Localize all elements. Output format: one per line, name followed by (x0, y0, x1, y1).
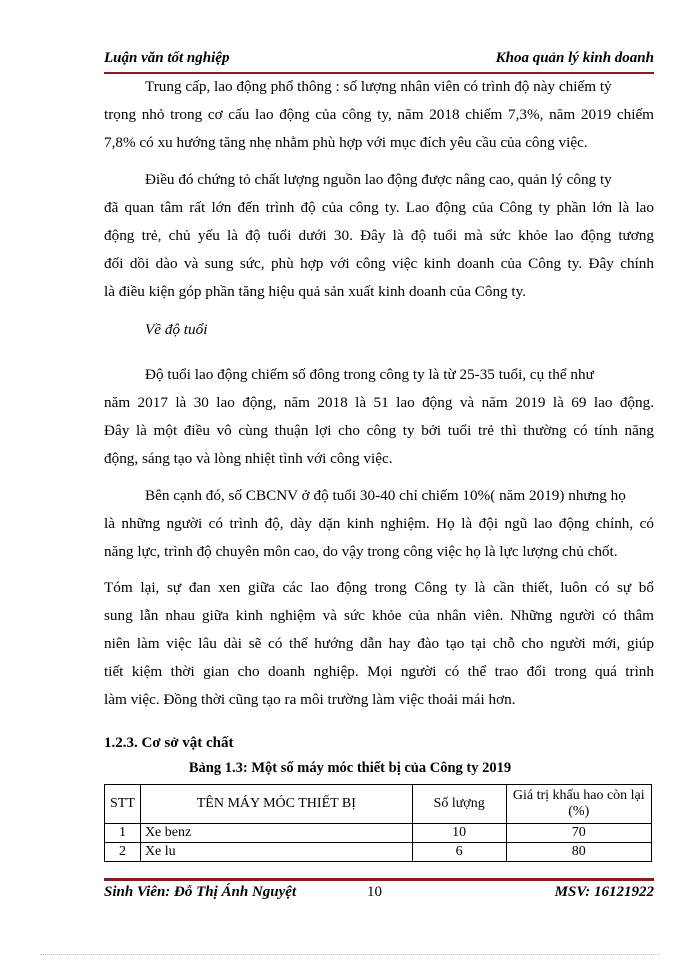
paragraph-labor-quality (104, 166, 654, 306)
text-line: năm 2017 là 30 lao động, năm 2018 là 51 lao động và năm 2019 là 69 lao động. (104, 394, 654, 411)
paragraph-age-distribution (104, 361, 654, 473)
table-row (105, 843, 652, 862)
table-header-row (105, 785, 652, 824)
header-quantity: Số lượng (412, 785, 506, 824)
age-subheading: Về độ tuổi (145, 321, 208, 338)
cell-residual-value: 80 (506, 843, 651, 862)
page-header (104, 50, 654, 70)
paragraph-cbcnv (104, 482, 654, 566)
text-line: làm việc. Đồng thời cũng tạo ra môi trường làm việc thoải mái hơn. (104, 691, 516, 708)
text-line: động trẻ, chủ yếu là độ tuổi dưới 30. Đây là độ tuổi mà sức khỏe lao động tương (104, 227, 654, 244)
text-line: Đây là một điều vô cùng thuận lợi cho công ty bởi tuổi trẻ thì thường có tính năng (104, 422, 654, 439)
text-line: là điều kiện góp phần tăng hiệu quả sản xuất kinh doanh của Công ty. (104, 283, 527, 300)
text-line: là những người có trình độ, dày dặn kinh nghiệm. Họ là đội ngũ lao động chính, có (104, 515, 654, 532)
page-edge-divider (40, 954, 660, 955)
text-line: Độ tuổi lao động chiếm số đông trong công ty là từ 25-35 tuổi, cụ thể như (145, 366, 594, 383)
header-thesis-title: Luận văn tốt nghiệp (104, 50, 230, 66)
cell-equipment-name: Xe benz (140, 824, 412, 843)
header-residual-value: Giá trị khấu hao còn lại (%) (506, 785, 651, 824)
text-line: năng lực, trình độ chuyên môn cao, do vậy trong công việc họ là lực lượng chủ chốt. (104, 543, 618, 560)
cell-residual-value: 70 (506, 824, 651, 843)
header-stt: STT (105, 785, 141, 824)
cell-equipment-name: Xe lu (140, 843, 412, 862)
paragraph-summary (104, 574, 654, 714)
equipment-table (104, 784, 652, 862)
text-line: tiết kiệm thời gian cho doanh nghiệp. Mọi người có thể trao đổi trong quá trình (104, 663, 654, 680)
text-line: đối dồi dào và sung sức, phù hợp với công việc kinh doanh của Công ty. Đây chính (104, 255, 654, 272)
table-caption: Bảng 1.3: Một số máy móc thiết bị của Công ty 2019 (188, 760, 512, 776)
text-line: trọng nhỏ trong cơ cấu lao động của công ty, năm 2018 chiếm 7,3%, năm 2019 chiếm (104, 106, 654, 123)
paragraph-education-level (104, 73, 654, 157)
footer-divider (104, 878, 654, 881)
cell-stt: 2 (105, 843, 141, 862)
footer-student-name: Sinh Viên: Đỗ Thị Ánh Nguyệt (104, 884, 297, 900)
page-footer (104, 884, 654, 904)
header-equipment-name: TÊN MÁY MÓC THIẾT BỊ (140, 785, 412, 824)
text-line: đã quan tâm rất lớn đến trình độ của công ty. Lao động của Công ty phần lớn là lao (104, 199, 654, 216)
cell-stt: 1 (105, 824, 141, 843)
table-row (105, 824, 652, 843)
section-heading: 1.2.3. Cơ sở vật chất (104, 735, 234, 751)
text-line: động, sáng tạo và lòng nhiệt tình với công việc. (104, 450, 393, 467)
text-line: niên làm việc lâu dài sẽ có thể hướng dẫn hay đào tạo tại chỗ cho người mới, giúp (104, 635, 654, 652)
header-faculty: Khoa quản lý kinh doanh (495, 50, 654, 66)
page-number: 10 (367, 884, 382, 900)
text-line: 7,8% có xu hướng tăng nhẹ nhằm phù hợp với mục đích yêu cầu của công việc. (104, 134, 588, 151)
text-line: Trung cấp, lao động phổ thông : số lượng nhân viên có trình độ này chiếm tỷ (145, 78, 612, 95)
cell-quantity: 6 (412, 843, 506, 862)
text-line: Điều đó chứng tỏ chất lượng nguồn lao động được nâng cao, quản lý công ty (145, 171, 612, 188)
footer-student-id: MSV: 16121922 (554, 884, 654, 900)
text-line: sung lẫn nhau giữa kinh nghiệm và sức khỏe của nhân viên. Những người có thâm (104, 607, 654, 624)
text-line: Tóm lại, sự đan xen giữa các lao động trong Công ty là cần thiết, luôn có sự bổ (104, 579, 654, 596)
cell-quantity: 10 (412, 824, 506, 843)
text-line: Bên cạnh đó, số CBCNV ở độ tuổi 30-40 chỉ chiếm 10%( năm 2019) nhưng họ (145, 487, 626, 504)
